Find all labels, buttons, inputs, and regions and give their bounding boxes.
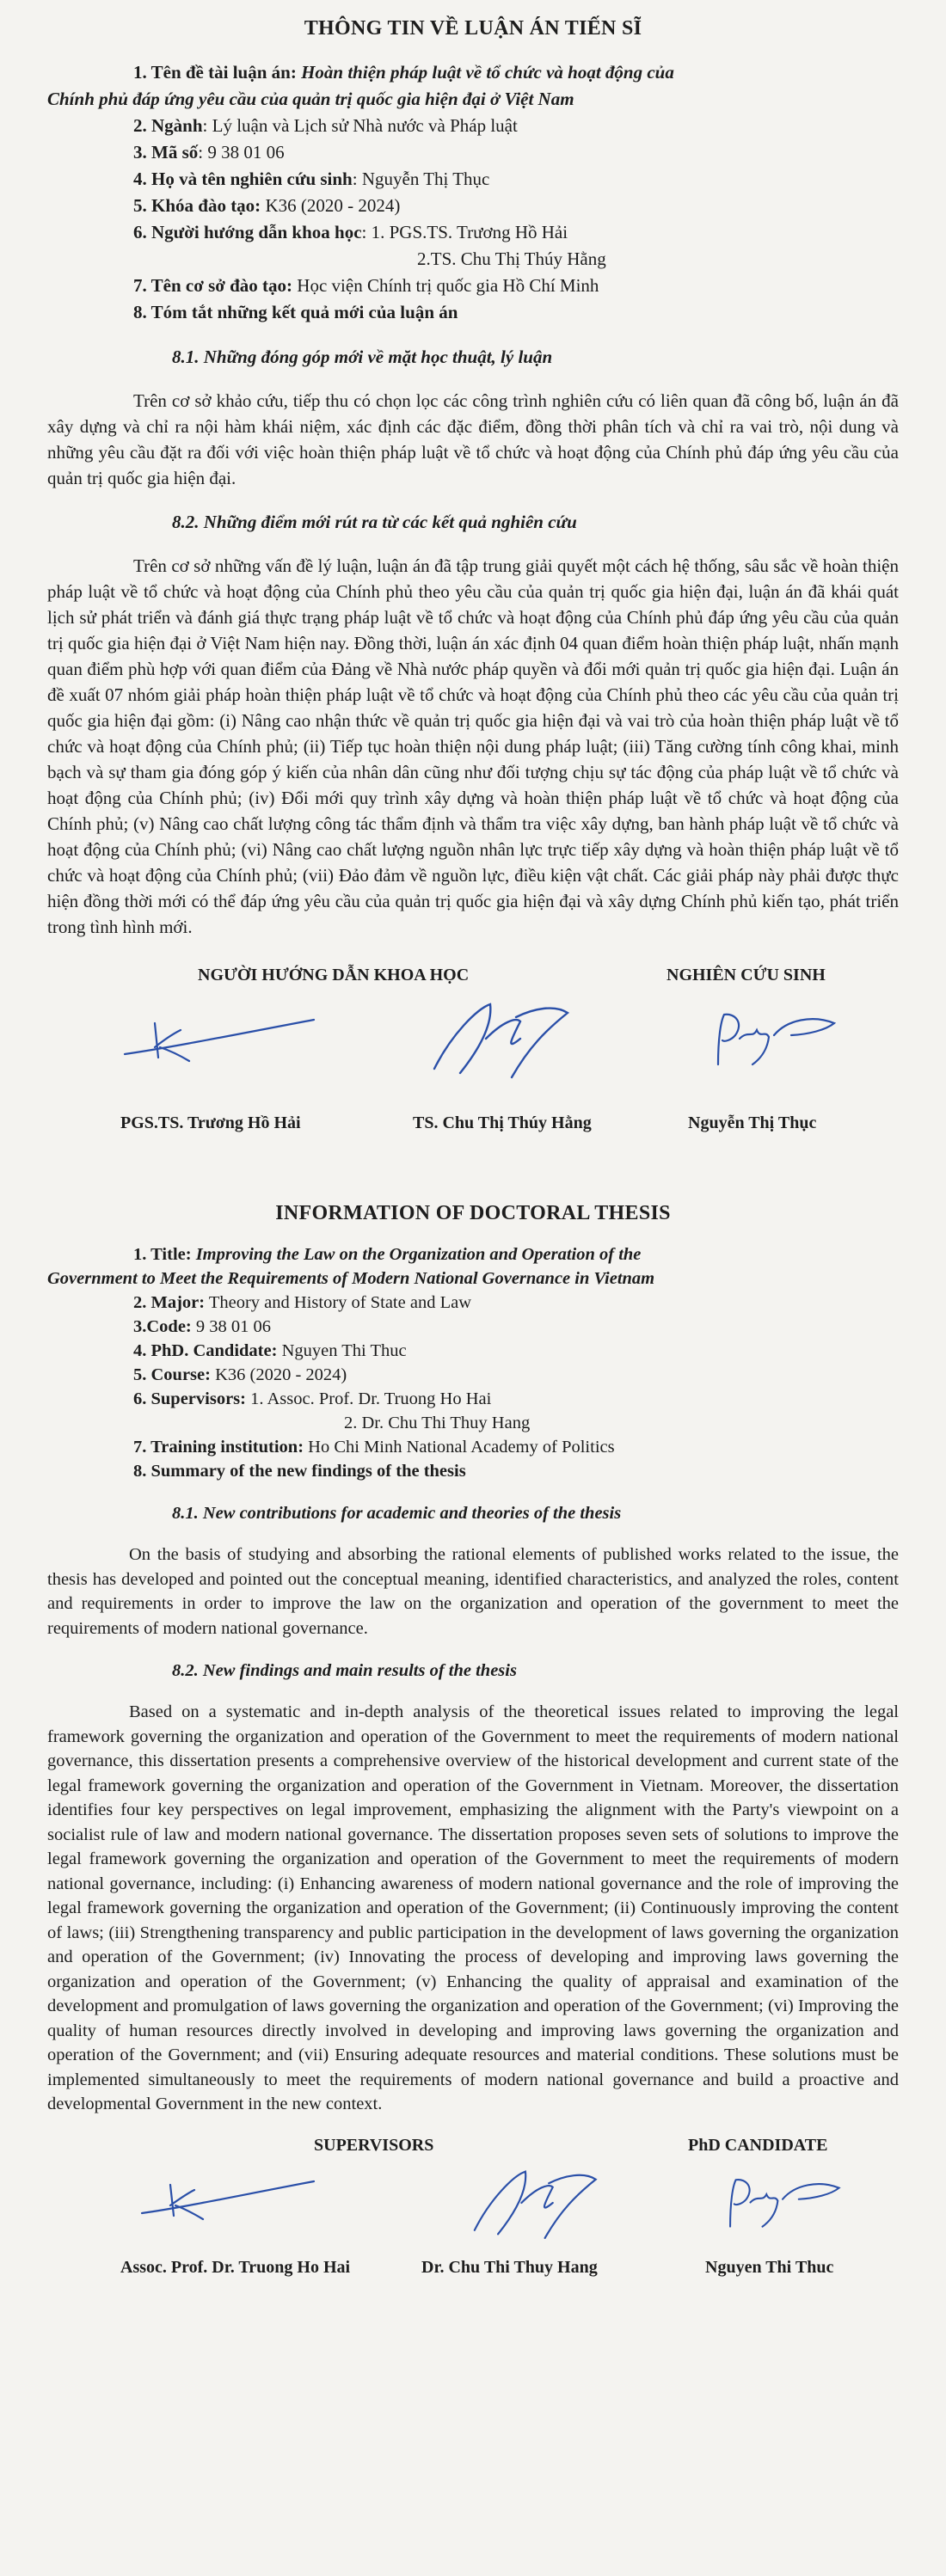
vi-paragraph-8-1: Trên cơ sở khảo cứu, tiếp thu có chọn lọc các công trình nghiên cứu có liên quan đã công bố, luận án đã xây dựng và chỉ ra nội hàm khái niệm, xác định các đặc điểm, đồng thời phân tích và chỉ ra vai trò, nội dung và những yêu cầu đặt ra đối với việc hoàn thiện pháp luật về tổ chức và hoạt động của Chính phủ đáp ứng yêu cầu của quản trị quốc gia hiện đại.: [47, 390, 899, 488]
en-supervisor-2-name: Dr. Chu Thi Thuy Hang: [421, 2257, 598, 2277]
en-thesis-title-line-1: [47, 1242, 899, 1267]
vi-code-value: : 9 38 01 06: [198, 142, 285, 163]
en-paragraph-8-1: On the basis of studying and absorbing the rational elements of published works related to the issue, the thesis has developed and pointed out the conceptual meaning, identified characteristics, and analyzed the roles, content and requirements in order to improve the law on the organization and operation of the government to meet the requirements of modern national governance.: [47, 1545, 899, 1638]
en-title-label: 1. Title:: [133, 1245, 192, 1264]
en-code-row: [47, 1315, 899, 1339]
vi-course-value: K36 (2020 - 2024): [261, 195, 401, 216]
vi-institution-row: [47, 273, 899, 299]
vi-subheading-8-2: 8.2. Những điểm mới rút ra từ các kết quả nghiên cứu: [172, 512, 577, 532]
en-supervisor-2: 2. Dr. Chu Thi Thuy Hang: [344, 1414, 531, 1432]
vi-thesis-title-line-1: [47, 59, 899, 86]
en-course-value: K36 (2020 - 2024): [210, 1365, 347, 1384]
vi-title-label: 1. Tên đề tài luận án:: [133, 62, 297, 83]
en-candidate-row: [47, 1339, 899, 1363]
vietnamese-section: [47, 17, 899, 1150]
vi-institution-value: Học viện Chính trị quốc gia Hồ Chí Minh: [292, 275, 599, 296]
en-course-row: [47, 1363, 899, 1387]
en-supervisor-label: 6. Supervisors:: [133, 1389, 246, 1408]
signature-chu-thi-thuy-hang-en: [464, 2160, 602, 2246]
en-candidate-name: Nguyen Thi Thuc: [705, 2257, 834, 2277]
en-supervisor-1: 1. Assoc. Prof. Dr. Truong Ho Hai: [245, 1389, 492, 1408]
vi-code-row: [47, 139, 899, 166]
english-section: [47, 1202, 899, 2295]
vi-course-row: [47, 193, 899, 219]
en-signature-block: [47, 2136, 899, 2295]
en-summary-label: 8. Summary of the new findings of the thesis: [133, 1462, 466, 1481]
vi-supervisor-2: 2.TS. Chu Thị Thúy Hằng: [417, 248, 606, 269]
vi-supervisor-label: 6. Người hướng dẫn khoa học: [133, 222, 362, 242]
vi-candidate-heading: NGHIÊN CỨU SINH: [666, 966, 826, 984]
en-major-row: [47, 1291, 899, 1315]
signature-truong-ho-hai: [120, 1013, 318, 1073]
vi-major-row: [47, 113, 899, 139]
en-course-label: 5. Course:: [133, 1365, 211, 1384]
en-candidate-value: Nguyen Thi Thuc: [277, 1341, 407, 1360]
en-institution-row: [47, 1435, 899, 1459]
vi-major-label: 2. Ngành: [133, 115, 203, 136]
en-institution-label: 7. Training institution:: [133, 1438, 304, 1457]
vi-paragraph-8-2: Trên cơ sở những vấn đề lý luận, luận án đã tập trung giải quyết một cách hệ thống, sâu sắc về hoàn thiện pháp luật về tổ chức và hoạt động của Chính phủ theo yêu cầu của quản trị quốc gia hiện đại, luận án đã khái quát lịch sử phát triển và đánh giá thực trạng pháp luật về tổ chức và hoạt động của Chính phủ đáp ứng yêu cầu của quản trị quốc gia hiện đại ở Việt Nam hiện nay. Đồng thời, luận án xác định 04 quan điểm hoàn thiện pháp luật, nhấn mạnh quan điểm phù hợp với quan điểm của Đảng về Nhà nước pháp quyền và đổi mới quản trị quốc gia hiện đại. Luận án đề xuất 07 nhóm giải pháp hoàn thiện pháp luật về tổ chức và hoạt động của Chính phủ theo các yêu cầu của quản trị quốc gia hiện đại gồm: (i) Nâng cao nhận thức về quản trị quốc gia hiện đại và vai trò của hoàn thiện pháp luật về tổ chức và hoạt động của Chính phủ; (ii) Tiếp tục hoàn thiện nội dung pháp luật; (iii) Tăng cường tính công khai, minh bạch và sự tham gia đóng góp ý kiến của nhân dân cũng như đối tượng chịu sự tác động của pháp luật về tổ chức và hoạt động của Chính phủ; (iv) Đổi mới quy trình xây dựng và hoàn thiện pháp luật về tổ chức và hoạt động của Chính phủ; (v) Nâng cao chất lượng công tác thẩm định và thẩm tra việc xây dựng, ban hành pháp luật về tổ chức và hoạt động của Chính phủ; (vi) Nâng cao chất lượng nguồn nhân lực trực tiếp xây dựng và hoàn thiện pháp luật về tổ chức và hoạt động của Chính phủ; (vii) Đảo đảm về nguồn lực, điều kiện vật chất. Các giải pháp này phải được thực hiện đồng thời mới có thể đáp ứng yêu cầu của quản trị quốc gia hiện đại và xây dựng Chính phủ kiến tạo, phát triển trong tình hình mới.: [47, 555, 899, 937]
en-paragraph-8-2: Based on a systematic and in-depth analysis of the theoretical issues related to improving the legal framework governing the organization and operation of the Government to meet the requirements of modern national governance, this dissertation presents a comprehensive overview of the historical development and current state of the legal framework governing the organization and operation of the Government in Vietnam. Moreover, the dissertation identifies four key perspectives on legal improvement, emphasizing the alignment with the Party's viewpoint on a socialist rule of law and modern national governance. The dissertation proposes seven sets of solutions to improve the legal framework governing the organization and operation of the Government to meet the requirements of modern national governance, including: (i) Enhancing awareness of modern national governance and the role of improving the legal framework governing the organization and operation of the Government; (ii) Continuously improving the content of laws; (iii) Strengthening transparency and public participation in the development of laws governing the organization and operation of the Government; (iv) Innovating the process of developing and improving laws governing the organization and operation of the Government; (v) Enhancing the quality of appraisal and examination of the development and promulgation of laws governing the organization and operation of the Government; (vi) Improving the quality of human resources directly involved in developing and improving laws governing the organization and operation of the Government; and (vii) Ensuring adequate resources and material conditions. These solutions must be implemented simultaneously to meet the requirements of modern national governance and build a proactive and developmental Government in the new context.: [47, 1702, 899, 2113]
vi-supervisor-row: [47, 219, 899, 246]
en-title-value-1: Improving the Law on the Organization and Operation of the: [195, 1245, 642, 1264]
vi-course-label: 5. Khóa đào tạo:: [133, 195, 261, 216]
vi-title-value-1: Hoàn thiện pháp luật về tổ chức và hoạt động của: [301, 62, 674, 83]
en-candidate-heading: PhD CANDIDATE: [688, 2135, 828, 2155]
en-candidate-label: 4. PhD. Candidate:: [133, 1341, 278, 1360]
en-institution-value: Ho Chi Minh National Academy of Politics: [304, 1438, 615, 1457]
en-subheading-8-2: 8.2. New findings and main results of the thesis: [172, 1660, 517, 1680]
vi-code-label: 3. Mã số: [133, 142, 199, 163]
vi-heading: THÔNG TIN VỀ LUẬN ÁN TIẾN SĨ: [304, 17, 642, 40]
vi-candidate-label: 4. Họ và tên nghiên cứu sinh: [133, 169, 353, 189]
vi-supervisor-1: : 1. PGS.TS. Trương Hồ Hải: [361, 222, 568, 242]
signature-chu-thi-thuy-hang: [426, 991, 572, 1086]
vi-signature-block: [47, 966, 899, 1150]
signature-nguyen-thi-thuc-en: [718, 2170, 847, 2235]
vi-subheading-8-1: 8.1. Những đóng góp mới về mặt học thuật, lý luận: [172, 347, 553, 367]
vi-supervisors-heading: NGƯỜI HƯỚNG DẪN KHOA HỌC: [198, 966, 470, 984]
vi-summary-label: 8. Tóm tắt những kết quả mới của luận án: [133, 302, 458, 322]
vi-candidate-row: [47, 166, 899, 193]
vi-supervisor-1-name: PGS.TS. Trương Hồ Hải: [120, 1113, 301, 1132]
en-code-value: 9 38 01 06: [191, 1317, 272, 1336]
en-heading: INFORMATION OF DOCTORAL THESIS: [275, 1202, 671, 1224]
en-subheading-8-1: 8.1. New contributions for academic and theories of the thesis: [172, 1503, 622, 1523]
vi-institution-label: 7. Tên cơ sở đào tạo:: [133, 275, 293, 296]
en-title-value-2: Government to Meet the Requirements of Modern National Governance in Vietnam: [47, 1269, 655, 1288]
vi-candidate-value: : Nguyễn Thị Thục: [352, 169, 490, 189]
en-supervisors-heading: SUPERVISORS: [314, 2135, 434, 2155]
signature-truong-ho-hai-en: [138, 2174, 318, 2230]
vi-major-value: : Lý luận và Lịch sử Nhà nước và Pháp luật: [202, 115, 518, 136]
en-major-value: Theory and History of State and Law: [205, 1293, 472, 1312]
en-supervisor-row: [47, 1387, 899, 1411]
en-code-label: 3.Code:: [133, 1317, 192, 1336]
vi-supervisor-2-name: TS. Chu Thị Thúy Hằng: [413, 1113, 592, 1132]
signature-nguyen-thi-thuc: [705, 1004, 843, 1073]
vi-candidate-name: Nguyễn Thị Thục: [688, 1113, 817, 1132]
en-major-label: 2. Major:: [133, 1293, 206, 1312]
vi-title-value-2: Chính phủ đáp ứng yêu cầu của quản trị quốc gia hiện đại ở Việt Nam: [47, 89, 574, 109]
en-supervisor-1-name: Assoc. Prof. Dr. Truong Ho Hai: [120, 2257, 351, 2277]
